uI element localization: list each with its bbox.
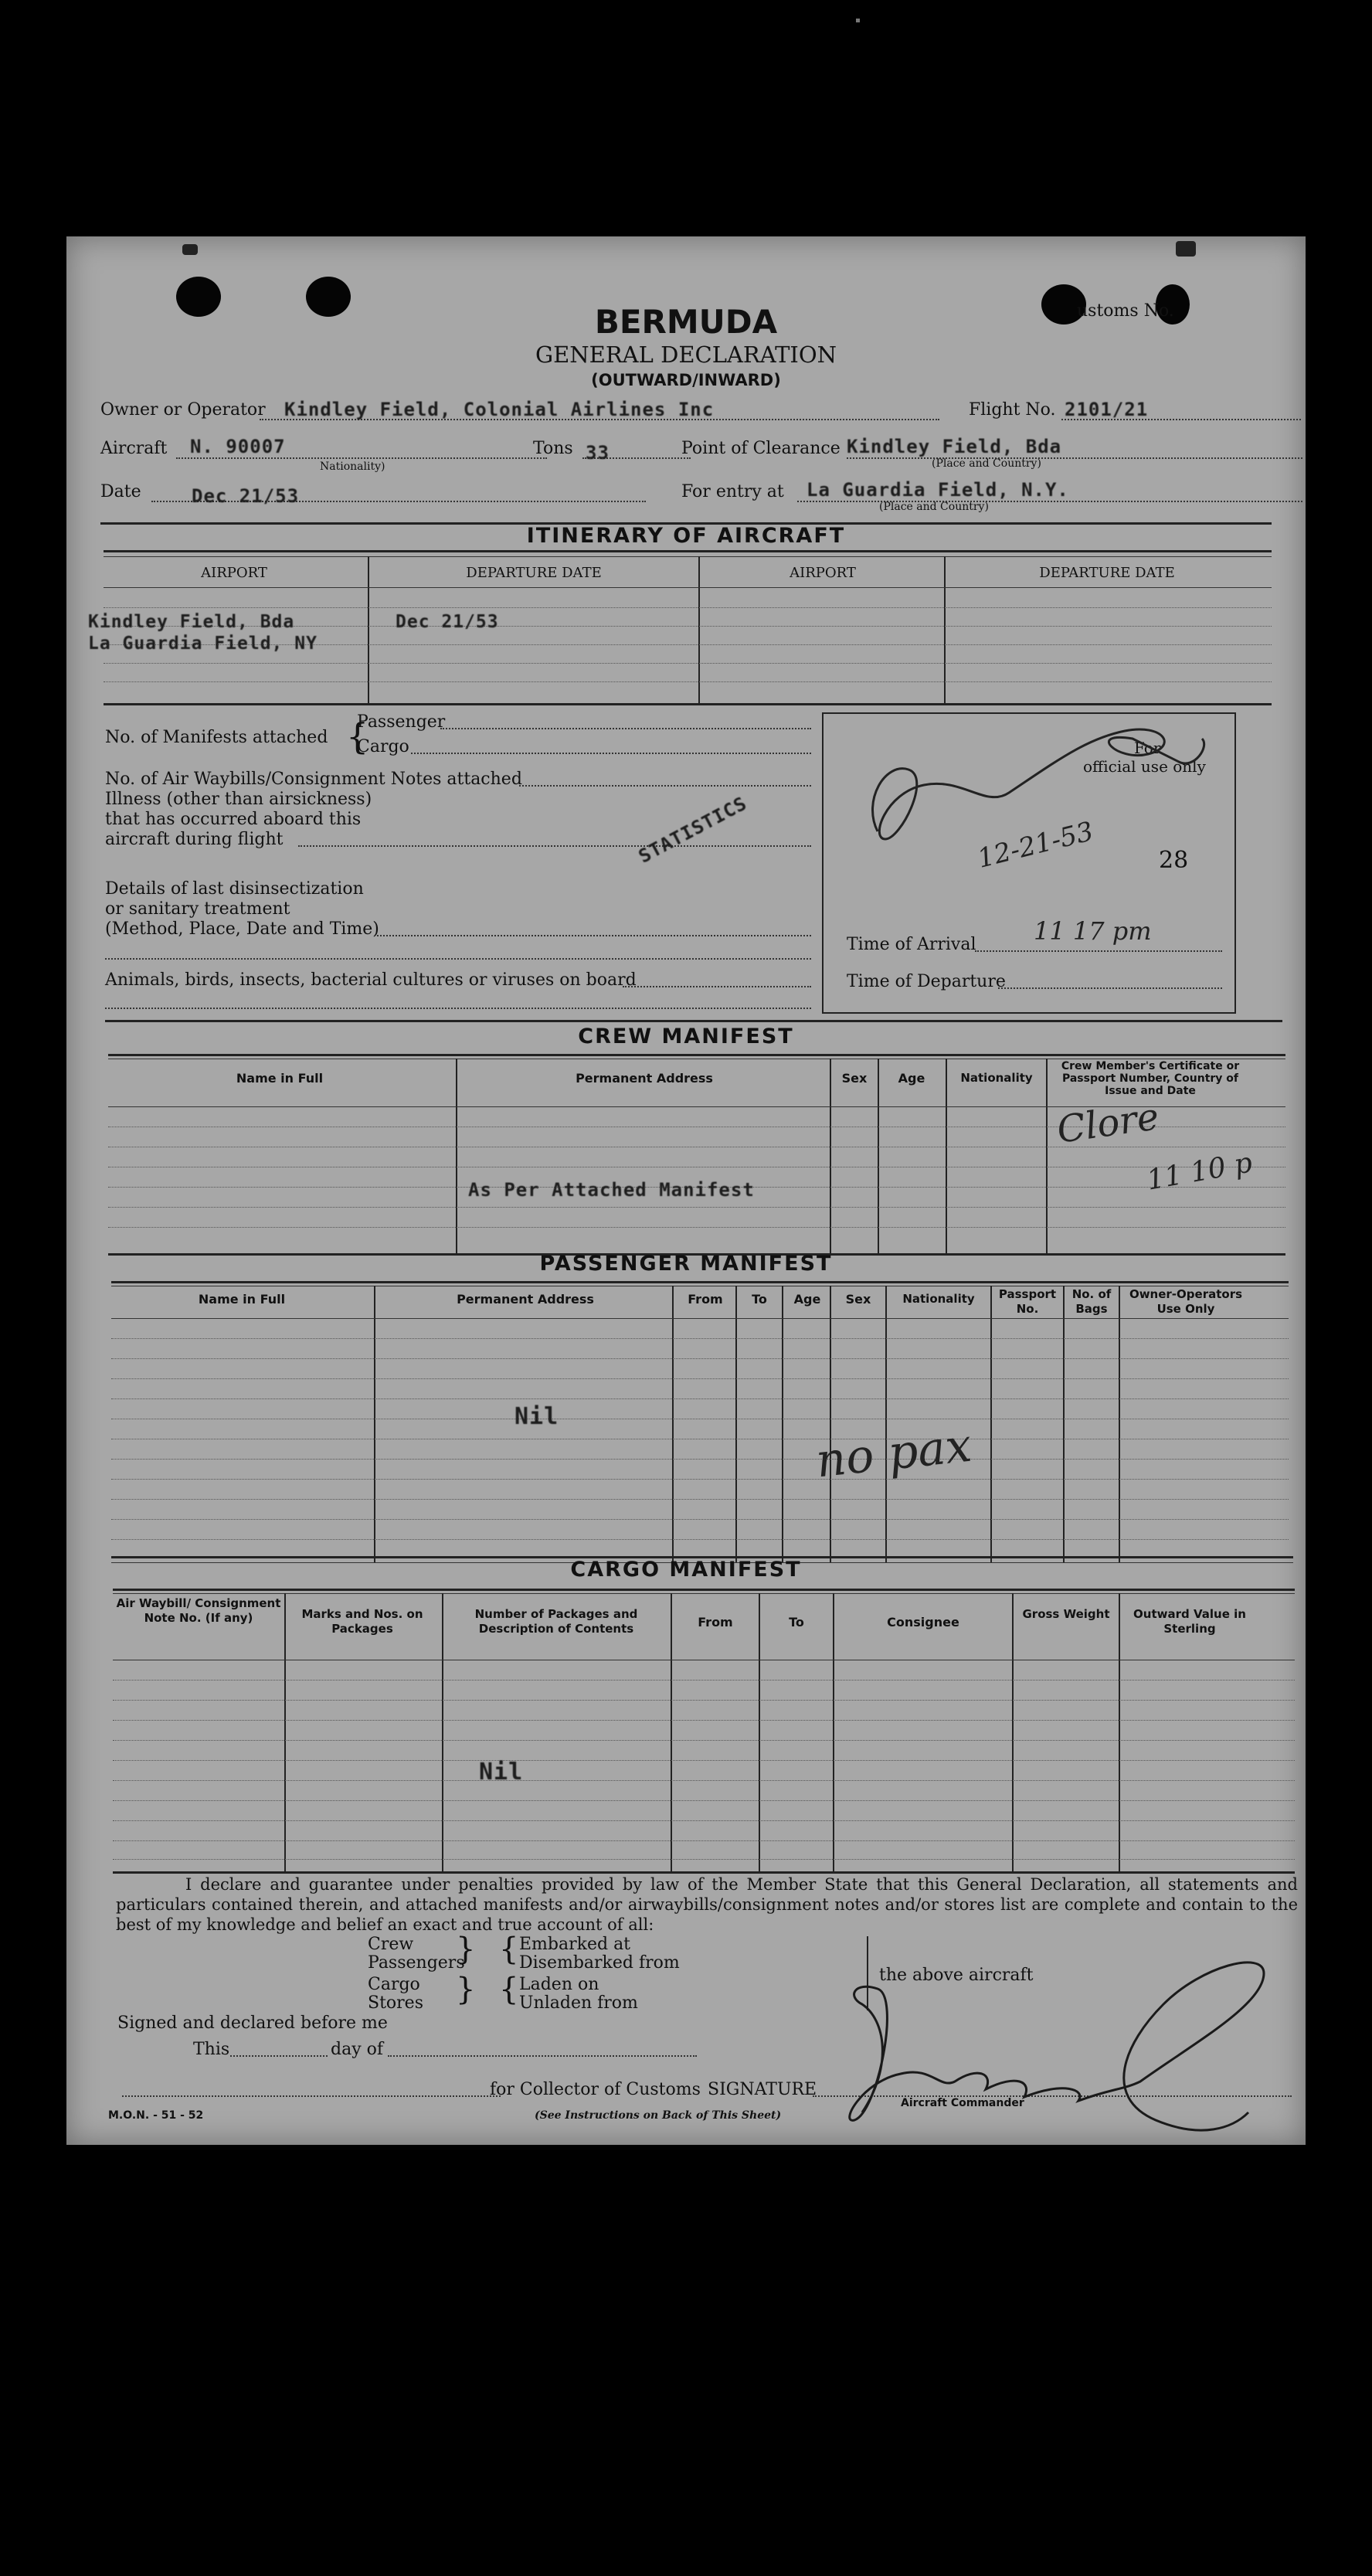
this-label: This: [193, 2040, 230, 2059]
passenger-heading: PASSENGER MANIFEST: [539, 1252, 833, 1276]
official-use-label-1: For: [1134, 739, 1161, 757]
cargo-col-value: Outward Value in Sterling: [1133, 1607, 1246, 1636]
cargo-rule-bottom: [113, 1871, 1295, 1874]
crew-col-address: Permanent Address: [576, 1071, 713, 1086]
crew-col-name: Name in Full: [236, 1071, 324, 1086]
aircraft-line: [176, 457, 547, 459]
date-label: Date: [100, 482, 141, 501]
this-line: [230, 2055, 328, 2057]
declaration-item-cargo: Cargo: [368, 1975, 420, 1994]
passenger-row-line: [111, 1378, 1289, 1379]
passenger-divider: [735, 1286, 737, 1562]
crew-hand-time: 11 10 p: [1144, 1147, 1255, 1197]
passenger-divider: [990, 1286, 992, 1562]
passenger-rule: [111, 1281, 1289, 1283]
crew-col-age: Age: [898, 1071, 925, 1086]
collector-label: for Collector of Customs: [490, 2080, 701, 2099]
declaration-text: I declare and guarantee under penalties provided by law of the Member State that this General Declaration, all statements and particulars contained therein, and attached manifests and/or airwaybills/consignment notes and/or stores list are complete and contain to the best of my knowledge and belief an exact and true account of all:: [116, 1875, 1298, 1934]
passenger-divider: [1119, 1286, 1120, 1562]
crew-col-nationality: Nationality: [960, 1071, 1033, 1085]
crew-divider: [1046, 1059, 1048, 1253]
passenger-col-from: From: [688, 1292, 723, 1307]
flight-no-value: 2101/21: [1065, 399, 1149, 420]
passenger-row-line: [111, 1358, 1289, 1359]
statistics-stamp: STATISTICS: [635, 792, 751, 868]
official-use-label-2: official use only: [1083, 757, 1206, 776]
declaration-brace: }: [456, 1932, 476, 1967]
declaration-item-laden: Laden on: [519, 1975, 599, 1994]
aircraft-value: N. 90007: [190, 436, 286, 457]
manifests-passenger-label: Passenger: [357, 712, 446, 732]
departure-line: [998, 987, 1222, 989]
cargo-row-line: [113, 1740, 1295, 1741]
declaration-sheet: [66, 236, 1306, 2145]
flight-no-label: Flight No.: [969, 400, 1056, 420]
declaration-item-unladen: Unladen from: [519, 1993, 638, 2013]
signed-declared-label: Signed and declared before me: [117, 2014, 388, 2033]
cargo-row-line: [113, 1800, 1295, 1801]
itinerary-col-airport-2: AIRPORT: [790, 565, 856, 581]
cargo-col-packages: Number of Packages and Description of Contents: [474, 1607, 638, 1636]
crew-col-sex: Sex: [841, 1071, 868, 1086]
cargo-divider: [284, 1593, 286, 1871]
background-mark: [856, 19, 860, 22]
cargo-row-line: [113, 1780, 1295, 1781]
crew-divider: [946, 1059, 947, 1253]
cargo-divider: [1119, 1593, 1120, 1871]
declaration-item-disembarked: Disembarked from: [519, 1953, 680, 1973]
cargo-divider: [833, 1593, 834, 1871]
itinerary-rule-bottom: [104, 703, 1272, 705]
cargo-row-line: [113, 1820, 1295, 1821]
manifests-cargo-label: Cargo: [357, 737, 409, 756]
passenger-col-owner: Owner-Operators Use Only: [1129, 1287, 1243, 1316]
itinerary-airport-2: La Guardia Field, NY: [88, 634, 318, 654]
crew-row-line: [108, 1227, 1285, 1228]
passenger-divider: [672, 1286, 674, 1562]
illness-line-1: Illness (other than airsickness): [105, 790, 372, 809]
passenger-row-line: [111, 1459, 1289, 1460]
itinerary-airport-1: Kindley Field, Bda: [88, 612, 295, 632]
crew-stamp: As Per Attached Manifest: [468, 1179, 755, 1201]
arrival-line: [975, 950, 1222, 952]
for-entry-label: For entry at: [681, 482, 784, 501]
cargo-rule-thin: [113, 1593, 1295, 1594]
time-of-departure-label: Time of Departure: [847, 972, 1006, 991]
passenger-row-line: [111, 1499, 1289, 1500]
cargo-count-line: [411, 753, 811, 754]
official-number: 28: [1159, 847, 1189, 874]
passenger-row-line: [111, 1539, 1289, 1540]
passenger-col-nationality: Nationality: [902, 1292, 975, 1306]
itinerary-heading: ITINERARY OF AIRCRAFT: [526, 524, 846, 548]
cargo-stamp: Nil: [479, 1759, 524, 1786]
itinerary-col-airport-1: AIRPORT: [201, 565, 267, 581]
point-of-clearance-value: Kindley Field, Bda: [847, 436, 1062, 457]
tons-label: Tons: [533, 439, 573, 458]
cargo-col-marks: Marks and Nos. on Packages: [301, 1607, 423, 1636]
itinerary-rule: [104, 550, 1272, 552]
owner-label: Owner or Operator: [100, 400, 266, 420]
time-of-arrival-label: Time of Arrival: [847, 935, 976, 954]
day-of-label: day of: [331, 2040, 384, 2059]
collector-line: [122, 2095, 501, 2097]
nationality-note: Nationality): [320, 460, 385, 473]
declaration-item-passengers: Passengers: [368, 1953, 465, 1973]
animals-label: Animals, birds, insects, bacterial cultures or viruses on board: [105, 970, 637, 990]
passenger-col-age: Age: [793, 1292, 821, 1307]
cargo-col-consignee: Consignee: [887, 1615, 959, 1630]
disinsect-line: [377, 935, 811, 936]
form-direction: (OUTWARD/INWARD): [591, 371, 781, 389]
passenger-stamp: Nil: [514, 1403, 559, 1430]
crew-divider: [830, 1059, 831, 1253]
day-of-line: [388, 2055, 697, 2057]
cargo-row-line: [113, 1680, 1295, 1681]
passenger-col-sex: Sex: [845, 1292, 871, 1307]
cargo-col-from: From: [698, 1615, 733, 1630]
tons-value: 33: [586, 442, 610, 464]
cargo-col-waybill: Air Waybill/ Consignment Note No. (If any): [116, 1596, 281, 1625]
cargo-divider: [759, 1593, 760, 1871]
itinerary-header-rule: [104, 587, 1272, 588]
manifests-brace: {: [346, 715, 369, 757]
clearance-place-note: (Place and Country): [932, 457, 1041, 470]
cargo-row-line: [113, 1840, 1295, 1841]
crew-divider: [878, 1059, 879, 1253]
crew-col-certificate: Crew Member's Certificate or Passport Number, Country of Issue and Date: [1061, 1060, 1240, 1097]
itinerary-row-line: [104, 663, 1272, 664]
entry-line: [797, 501, 1302, 502]
signature-label: SIGNATURE: [708, 2080, 817, 2099]
passenger-divider: [374, 1286, 375, 1562]
passenger-col-passport: Passport No.: [998, 1287, 1057, 1316]
declaration-item-embarked: Embarked at: [519, 1935, 631, 1954]
waybills-line: [519, 785, 811, 787]
passenger-col-address: Permanent Address: [457, 1292, 594, 1307]
owner-value: Kindley Field, Colonial Airlines Inc: [284, 399, 715, 420]
cargo-row-line: [113, 1700, 1295, 1701]
disinsect-line-2: or sanitary treatment: [105, 899, 290, 919]
crew-hand-note: Clore: [1054, 1095, 1162, 1152]
entry-place-note: (Place and Country): [879, 501, 989, 513]
commander-signature: [831, 1958, 1295, 2143]
passenger-row-line: [111, 1479, 1289, 1480]
point-of-clearance-label: Point of Clearance: [681, 439, 841, 458]
customs-no-label: ustoms No.: [1077, 301, 1174, 321]
cargo-row-line: [113, 1859, 1295, 1860]
itinerary-date-1: Dec 21/53: [396, 612, 499, 632]
cargo-divider: [442, 1593, 443, 1871]
torn-mark: [1176, 241, 1196, 257]
manifests-label: No. of Manifests attached: [105, 728, 328, 747]
cargo-divider: [1012, 1593, 1014, 1871]
declaration-brace: {: [499, 1972, 519, 2007]
itinerary-row-line: [104, 607, 1272, 608]
animals-line-extra: [105, 1008, 811, 1009]
passenger-col-bags: No. of Bags: [1071, 1287, 1112, 1316]
cargo-row-line: [113, 1760, 1295, 1761]
illness-line-2: that has occurred aboard this: [105, 810, 362, 829]
crew-heading: CREW MANIFEST: [578, 1025, 794, 1048]
passenger-hand-note: no pax: [813, 1418, 974, 1489]
date-value: Dec 21/53: [192, 485, 300, 507]
passenger-count-line: [440, 728, 811, 729]
declaration-item-crew: Crew: [368, 1935, 414, 1954]
form-title: BERMUDA: [594, 303, 778, 341]
time-of-arrival-value: 11 17 pm: [1034, 916, 1152, 946]
aircraft-label: Aircraft: [100, 439, 168, 458]
disinsect-line-extra: [105, 958, 811, 960]
illness-line-3: aircraft during flight: [105, 830, 284, 849]
form-number: M.O.N. - 51 - 52: [108, 2109, 204, 2122]
passenger-col-to: To: [752, 1292, 767, 1307]
itinerary-col-date-2: DEPARTURE DATE: [1039, 565, 1175, 581]
itinerary-row-line: [104, 681, 1272, 682]
passenger-row-line: [111, 1519, 1289, 1520]
crew-divider: [456, 1059, 457, 1253]
declaration-item-stores: Stores: [368, 1993, 423, 2013]
for-entry-value: La Guardia Field, N.Y.: [807, 479, 1069, 501]
cargo-heading: CARGO MANIFEST: [570, 1558, 802, 1582]
passenger-row-line: [111, 1338, 1289, 1339]
declaration-brace: }: [456, 1972, 476, 2007]
official-signature-date: 12-21-53: [974, 816, 1097, 875]
animals-line: [623, 986, 811, 987]
commander-label: Aircraft Commander: [901, 2097, 1024, 2109]
passenger-row-line: [111, 1398, 1289, 1399]
disinsect-line-3: (Method, Place, Date and Time): [105, 919, 379, 939]
itinerary-col-date-1: DEPARTURE DATE: [466, 565, 602, 581]
passenger-col-name: Name in Full: [198, 1292, 286, 1307]
passenger-divider: [782, 1286, 783, 1562]
cargo-col-to: To: [789, 1615, 804, 1630]
instructions-note: (See Instructions on Back of This Sheet): [535, 2109, 782, 2122]
passenger-header-rule: [111, 1318, 1289, 1319]
passenger-divider: [1063, 1286, 1065, 1562]
passenger-divider: [885, 1286, 887, 1562]
crew-rule-top: [105, 1020, 1282, 1022]
declaration-aircraft-label: the above aircraft: [879, 1966, 1034, 1985]
waybills-label: No. of Air Waybills/Consignment Notes attached: [105, 770, 522, 789]
cargo-divider: [671, 1593, 672, 1871]
declaration-brace: {: [499, 1932, 519, 1967]
clearance-line: [847, 457, 1302, 459]
cargo-col-weight: Gross Weight: [1022, 1607, 1110, 1621]
cargo-row-line: [113, 1720, 1295, 1721]
torn-mark: [182, 244, 198, 255]
passenger-divider: [830, 1286, 831, 1562]
form-subtitle: GENERAL DECLARATION: [535, 342, 837, 368]
crew-rule: [108, 1054, 1285, 1056]
crew-row-line: [108, 1207, 1285, 1208]
disinsect-line-1: Details of last disinsectization: [105, 879, 364, 899]
illness-line: [298, 845, 811, 847]
itinerary-rule-thin: [104, 556, 1272, 557]
cargo-rule: [113, 1589, 1295, 1591]
